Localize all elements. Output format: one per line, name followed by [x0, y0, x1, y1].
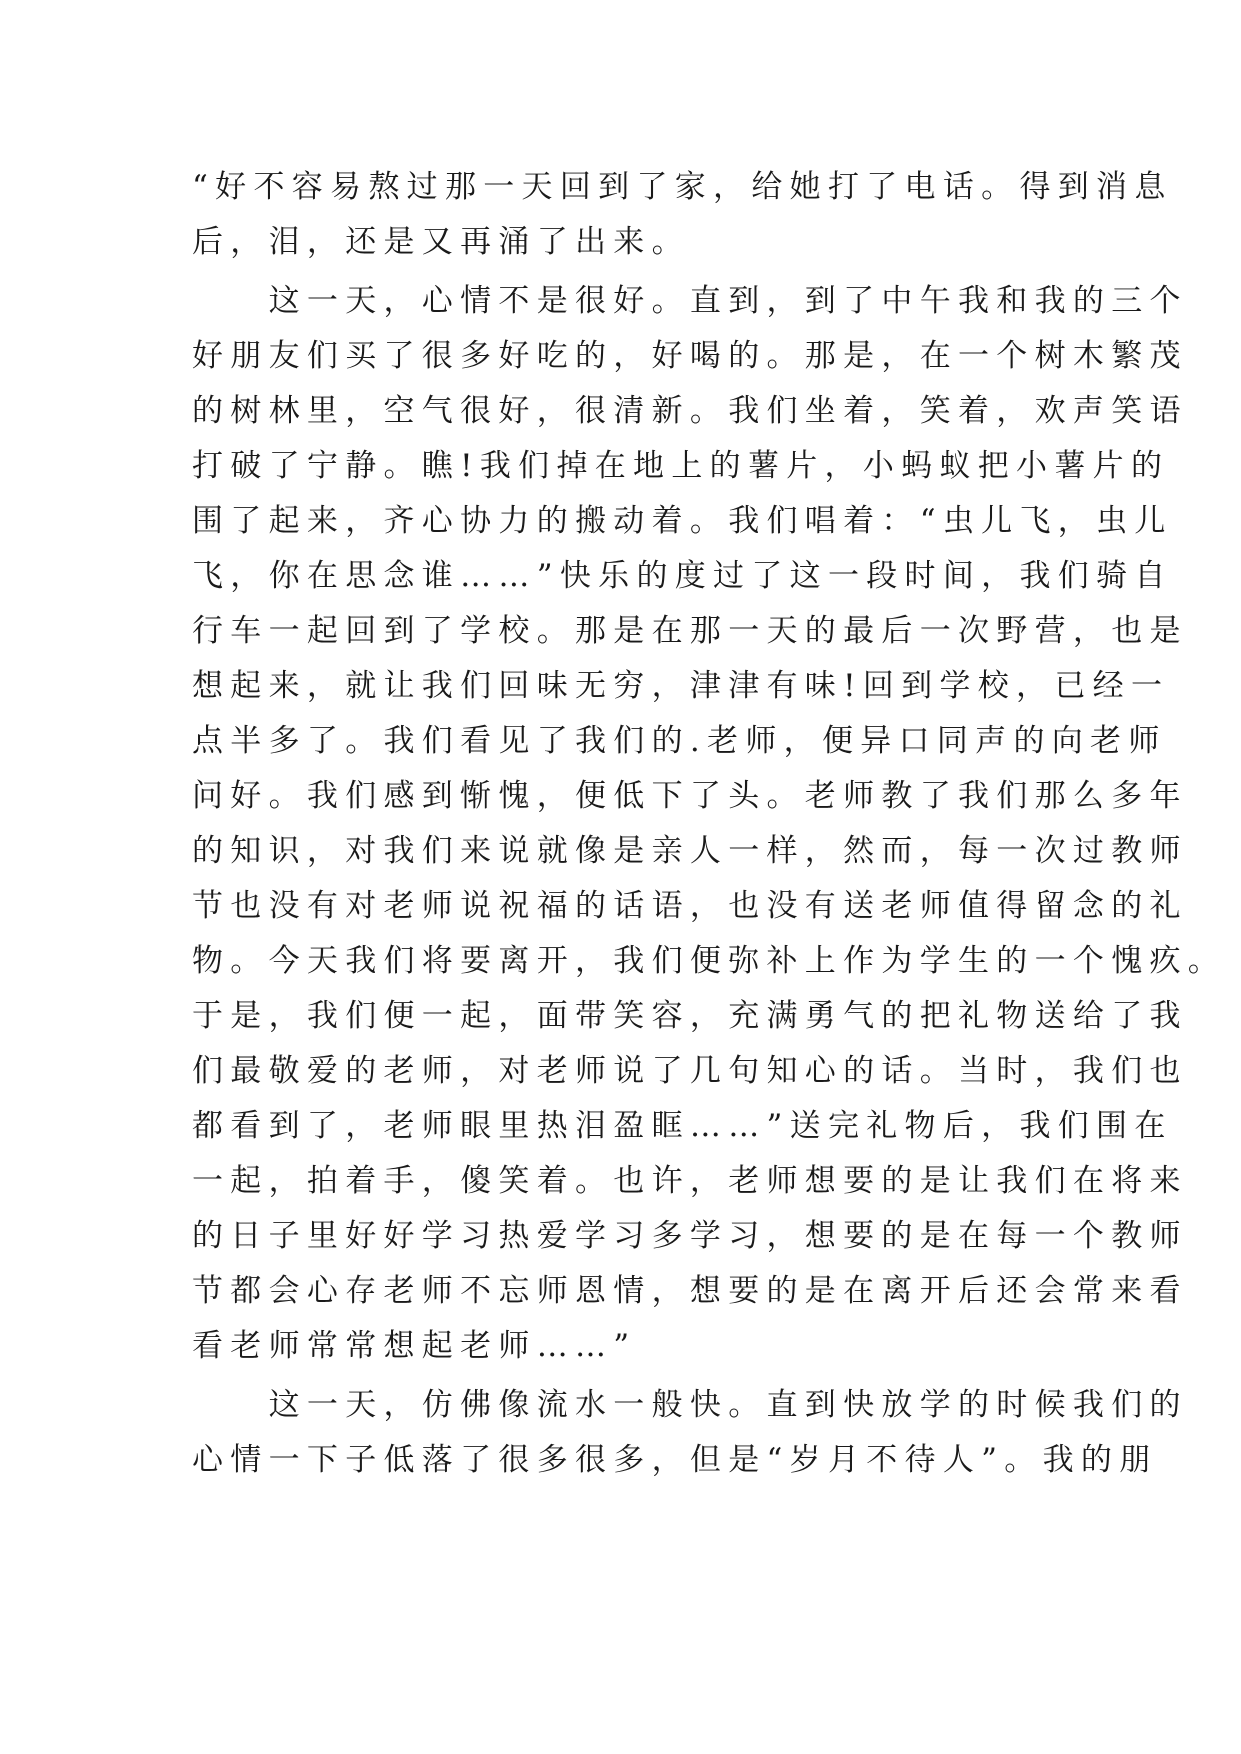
text-line: 想起来，就让我们回味无穷，津津有味!回到学校，已经一	[192, 668, 1170, 704]
text-line: 心情一下子低落了很多很多，但是“岁月不待人”。我的朋	[192, 1442, 1158, 1478]
text-line: 的树林里，空气很好，很清新。我们坐着，笑着，欢声笑语	[192, 393, 1188, 429]
text-line: 好朋友们买了很多好吃的，好喝的。那是，在一个树木繁茂	[192, 338, 1188, 374]
text-line: 围了起来，齐心协力的搬动着。我们唱着：“虫儿飞，虫儿	[192, 503, 1173, 539]
text-line: 打破了宁静。瞧!我们掉在地上的薯片，小蚂蚁把小薯片的	[192, 448, 1170, 484]
text-line: 这一天，仿佛像流水一般快。直到快放学的时候我们的	[192, 1387, 1188, 1423]
text-line: 的日子里好好学习热爱学习多学习，想要的是在每一个教师	[192, 1218, 1188, 1254]
text-line: 飞，你在思念谁……”快乐的度过了这一段时间，我们骑自	[192, 558, 1173, 594]
text-line: 点半多了。我们看见了我们的.老师，便异口同声的向老师	[192, 723, 1167, 759]
text-line: 们最敬爱的老师，对老师说了几句知心的话。当时，我们也	[192, 1053, 1188, 1089]
text-line: 这一天，心情不是很好。直到，到了中午我和我的三个	[192, 283, 1188, 319]
text-line: 问好。我们感到惭愧，便低下了头。老师教了我们那么多年	[192, 778, 1188, 814]
text-line: 物。今天我们将要离开，我们便弥补上作为学生的一个愧疚。	[192, 943, 1227, 979]
text-line: 一起，拍着手，傻笑着。也许，老师想要的是让我们在将来	[192, 1163, 1188, 1199]
text-line: 于是，我们便一起，面带笑容，充满勇气的把礼物送给了我	[192, 998, 1188, 1034]
text-line: 节也没有对老师说祝福的话语，也没有送老师值得留念的礼	[192, 888, 1188, 924]
text-line: 的知识，对我们来说就像是亲人一样，然而，每一次过教师	[192, 833, 1188, 869]
text-line: 都看到了，老师眼里热泪盈眶……”送完礼物后，我们围在	[192, 1108, 1173, 1144]
text-line: 行车一起回到了学校。那是在那一天的最后一次野营，也是	[192, 613, 1188, 649]
text-line: “好不容易熬过那一天回到了家，给她打了电话。得到消息	[192, 169, 1173, 205]
text-line: 节都会心存老师不忘师恩情，想要的是在离开后还会常来看	[192, 1273, 1188, 1309]
text-line: 看老师常常想起老师……”	[192, 1328, 637, 1364]
text-line: 后，泪，还是又再涌了出来。	[192, 224, 690, 260]
body-text	[192, 160, 1227, 1488]
